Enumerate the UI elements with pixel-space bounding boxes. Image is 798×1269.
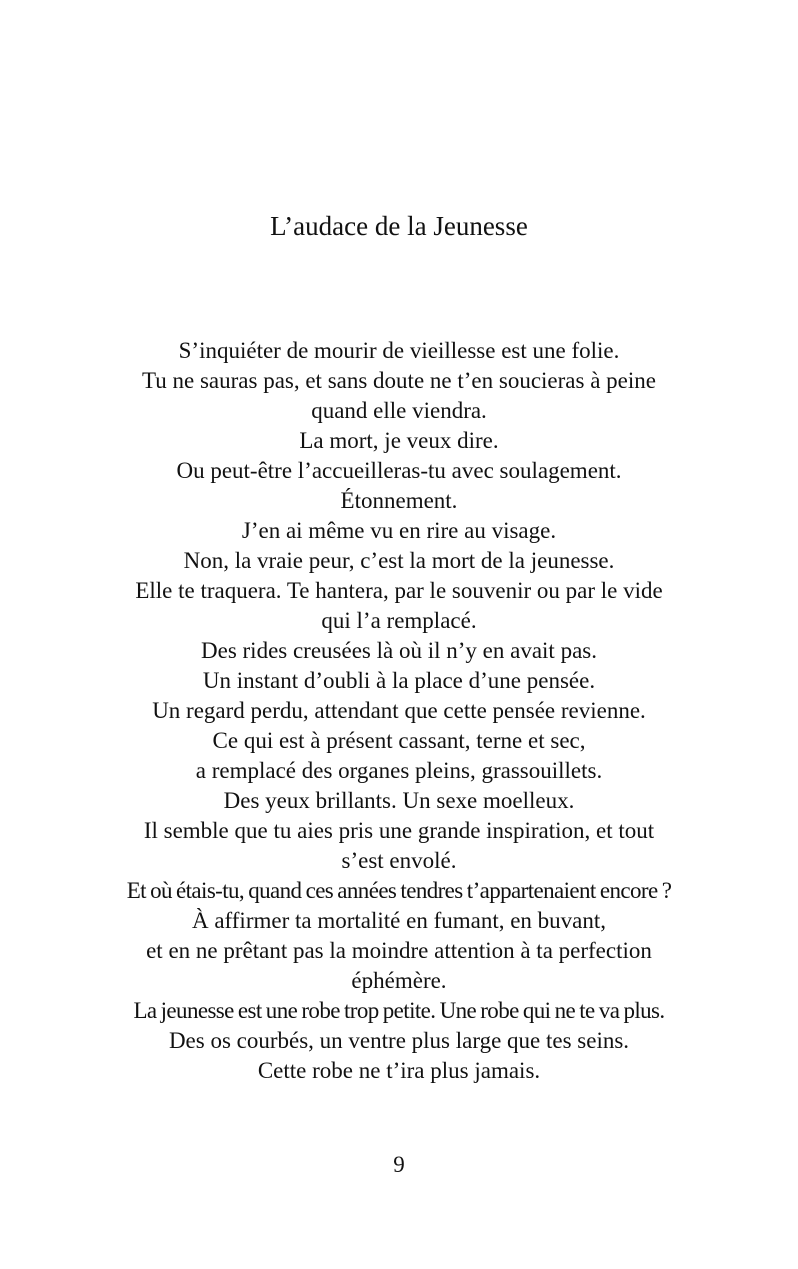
poem-line: À affirmer ta mortalité en fumant, en buvant, [191, 908, 607, 933]
poem-line: Tu ne sauras pas, et sans doute ne t’en soucieras à peine [142, 368, 656, 393]
poem-title: L’audace de la Jeunesse [270, 211, 528, 241]
poem-line: Un instant d’oubli à la place d’une pensée. [202, 668, 596, 693]
poem-line: Cette robe ne t’ira plus jamais. [257, 1058, 541, 1083]
poem-line: J’en ai même vu en rire au visage. [241, 518, 557, 543]
poem-line: La mort, je veux dire. [299, 428, 499, 453]
poem-line: qui l’a remplacé. [321, 608, 477, 633]
poem-line: Ou peut-être l’accueilleras-tu avec soulagement. [176, 458, 622, 483]
poem-body [0, 336, 798, 1086]
poem-line: Non, la vraie peur, c’est la mort de la jeunesse. [183, 548, 615, 573]
poem-line: Des os courbés, un ventre plus large que tes seins. [168, 1028, 630, 1053]
poem-line: Un regard perdu, attendant que cette pensée revienne. [152, 698, 646, 723]
poem-line: Et où étais-tu, quand ces années tendres t’appartenaient encore ? [126, 878, 672, 903]
poem-line: a remplacé des organes pleins, grassouillets. [195, 758, 603, 783]
poem-line: Elle te traquera. Te hantera, par le souvenir ou par le vide [135, 578, 663, 603]
poem-line: s’est envolé. [341, 848, 457, 873]
poem-line: Étonnement. [340, 488, 458, 513]
poem-line: La jeunesse est une robe trop petite. Une robe qui ne te va plus. [133, 998, 665, 1023]
page-number: 9 [393, 1152, 405, 1177]
poem-line: Ce qui est à présent cassant, terne et sec, [212, 728, 586, 753]
poem-line: quand elle viendra. [311, 398, 487, 423]
poem-line: S’inquiéter de mourir de vieillesse est une folie. [178, 338, 620, 363]
poem-line: Des yeux brillants. Un sexe moelleux. [223, 788, 575, 813]
poem-line: Il semble que tu aies pris une grande inspiration, et tout [143, 818, 655, 843]
poem-line: et en ne prêtant pas la moindre attention à ta perfection [146, 938, 652, 963]
poem-line: éphémère. [351, 968, 447, 993]
poem-line: Des rides creusées là où il n’y en avait pas. [201, 638, 597, 663]
